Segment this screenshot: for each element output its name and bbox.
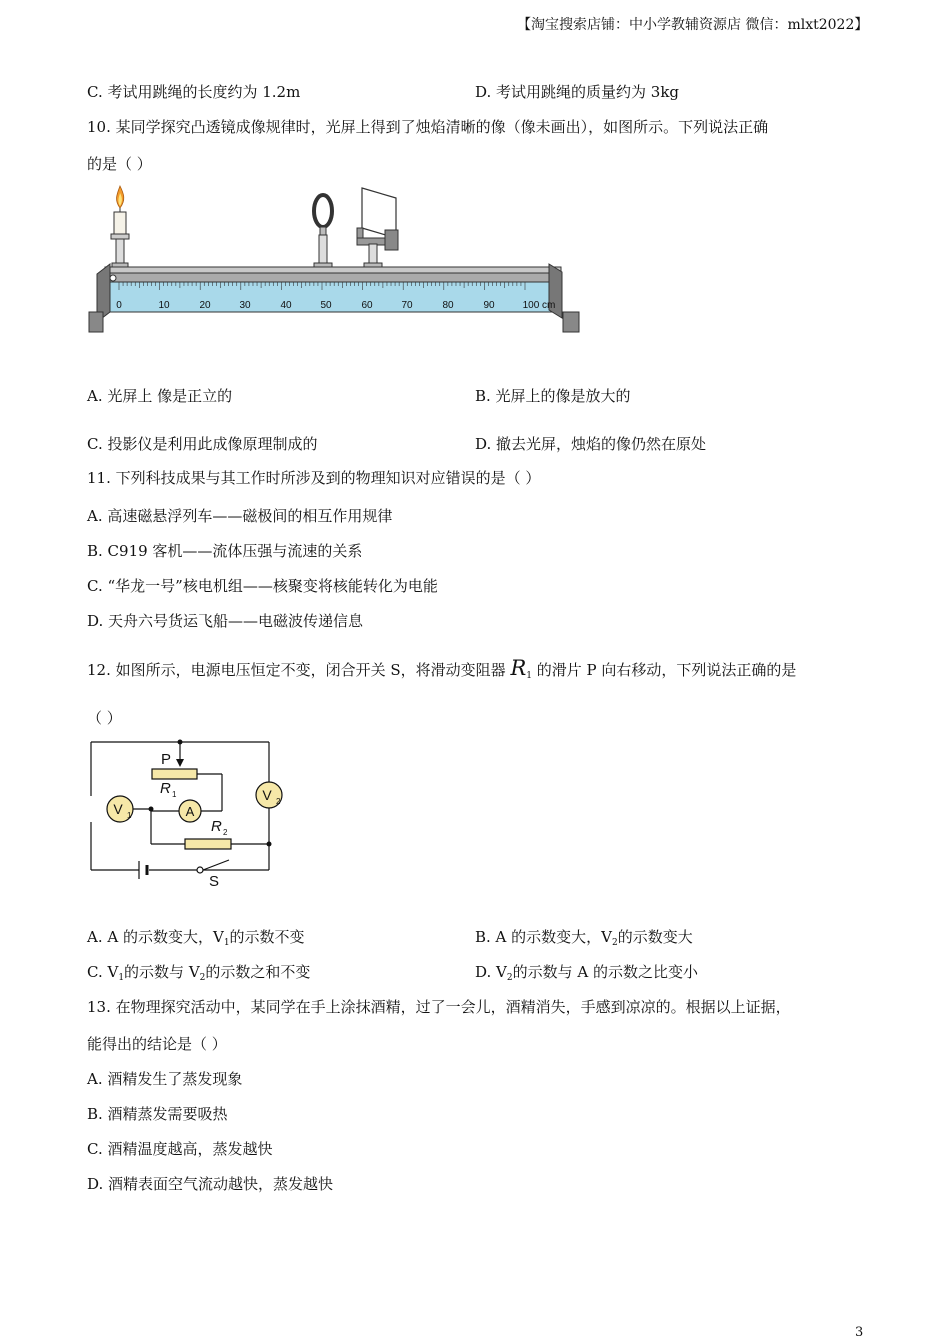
- q13-stem-line1: 13. 在物理探究活动中，某同学在手上涂抹酒精，过了一会儿，酒精消失，手感到凉凉的。根据以上证据，: [87, 998, 791, 1016]
- circuit-diagram: [85, 733, 285, 893]
- p-label: P: [161, 751, 172, 768]
- q12-option-c-part2: 的示数与 V: [124, 963, 200, 981]
- q11-option-a: A. 高速磁悬浮列车——磁极间的相互作用规律: [87, 507, 393, 525]
- q9-option-d: D. 考试用跳绳的质量约为 3kg: [475, 83, 680, 101]
- page-number: 3: [855, 1325, 864, 1340]
- q11-option-b: B. C919 客机——流体压强与流速的关系: [87, 542, 363, 560]
- voltmeter-v1-icon: [107, 796, 133, 822]
- scale-label-0: 0: [116, 300, 122, 311]
- lens-icon: [314, 195, 332, 273]
- q12-option-b-part1: B. A 的示数变大，V: [475, 928, 612, 946]
- q12-stem-line1: [87, 658, 796, 686]
- q13-stem-line2: 能得出的结论是（ ）: [87, 1035, 227, 1053]
- scale-label-40: 40: [280, 300, 292, 311]
- ammeter-label: A: [185, 804, 195, 819]
- q10-option-c: C. 投影仪是利用此成像原理制成的: [87, 435, 318, 453]
- q12-stem-part-a: 12. 如图所示，电源电压恒定不变，闭合开关 S，将滑动变阻器: [87, 661, 506, 679]
- q12-option-d-sub: 2: [506, 973, 513, 983]
- scale-label-60: 60: [361, 300, 373, 311]
- q12-option-a-part1: A. A 的示数变大，V: [87, 928, 224, 946]
- ammeter-icon: [179, 800, 201, 822]
- q12-option-b-part2: 的示数变大: [617, 928, 693, 946]
- q10-stem-line2: 的是（ ）: [87, 155, 152, 173]
- v2-sub: 2: [276, 797, 281, 806]
- q13-option-b: B. 酒精蒸发需要吸热: [87, 1105, 228, 1123]
- q12-stem-part-b: 的滑片 P 向右移动，下列说法正确的是: [536, 661, 797, 679]
- q12-option-d-part1: D. V: [475, 963, 507, 981]
- r1-sub: 1: [172, 790, 177, 799]
- q12-option-c-part3: 的示数之和不变: [205, 963, 311, 981]
- q12-option-a-sub: 1: [223, 938, 230, 948]
- r2-sub: 2: [223, 828, 228, 837]
- scale-label-30: 30: [239, 300, 251, 311]
- q12-option-c-sub2: 2: [199, 973, 206, 983]
- candle-icon: [111, 186, 129, 273]
- q12-option-b-sub: 2: [612, 938, 618, 948]
- q12-option-a-part2: 的示数不变: [229, 928, 305, 946]
- scale-label-100: 100 cm: [522, 300, 556, 311]
- q13-option-c: C. 酒精温度越高，蒸发越快: [87, 1140, 273, 1158]
- s-label: S: [209, 873, 220, 890]
- q12-r1-sub: 1: [526, 671, 532, 681]
- v1-sub: 1: [127, 811, 132, 820]
- scale-label-50: 50: [320, 300, 332, 311]
- optical-bench-figure: [85, 182, 585, 342]
- header-ad: 【淘宝搜索店铺：中小学教辅资源店 微信：mlxt2022】: [517, 17, 869, 33]
- q12-option-a: [87, 927, 305, 953]
- r2-label: R: [211, 818, 222, 835]
- v2-label: V: [262, 787, 272, 803]
- q12-r1-symbol: R: [510, 656, 527, 680]
- q12-option-b: [475, 927, 693, 953]
- q10-option-a: A. 光屏上 像是正立的: [87, 387, 233, 405]
- q12-stem-line2: （ ）: [87, 709, 122, 727]
- q11-stem: 11. 下列科技成果与其工作时所涉及到的物理知识对应错误的是（ ）: [87, 469, 541, 487]
- voltmeter-v2-icon: [256, 782, 282, 808]
- scale-label-10: 10: [158, 300, 170, 311]
- optical-bench: [89, 264, 579, 332]
- scale-label-70: 70: [401, 300, 413, 311]
- q11-option-d: D. 天舟六号货运飞船——电磁波传递信息: [87, 612, 364, 630]
- screen-icon: [357, 188, 398, 273]
- q12-option-d-part2: 的示数与 A 的示数之比变小: [512, 963, 698, 981]
- q12-option-c: [87, 962, 310, 988]
- scale-label-20: 20: [199, 300, 211, 311]
- v1-label: V: [113, 801, 123, 817]
- r1-label: R: [160, 780, 171, 797]
- q10-stem-line1: 10. 某同学探究凸透镜成像规律时，光屏上得到了烛焰清晰的像（像未画出），如图所示。下列说法正确: [87, 118, 769, 136]
- q11-option-c: C. “华龙一号”核电机组——核聚变将核能转化为电能: [87, 577, 438, 595]
- scale-label-80: 80: [442, 300, 454, 311]
- q10-option-b: B. 光屏上的像是放大的: [475, 387, 631, 405]
- q13-option-d: D. 酒精表面空气流动越快，蒸发越快: [87, 1175, 334, 1193]
- q9-option-c: C. 考试用跳绳的长度约为 1.2m: [87, 83, 301, 101]
- scale-label-90: 90: [483, 300, 495, 311]
- q13-option-a: A. 酒精发生了蒸发现象: [87, 1070, 243, 1088]
- q12-option-c-sub1: 1: [118, 973, 125, 983]
- q12-option-d: [475, 962, 698, 988]
- q10-option-d: D. 撤去光屏，烛焰的像仍然在原处: [475, 435, 707, 453]
- q12-option-c-part1: C. V: [87, 963, 119, 981]
